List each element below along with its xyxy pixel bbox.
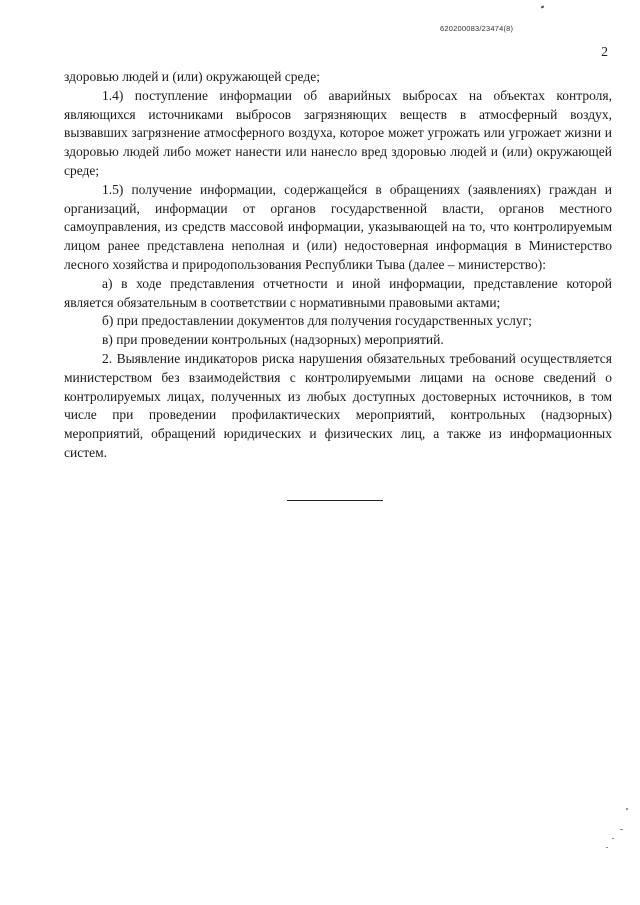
document-body — [64, 68, 612, 463]
scan-speck — [612, 838, 614, 839]
closing-divider-line — [287, 500, 383, 501]
paragraph-item-1-5: 1.5) получение информации, содержащейся в обращениях (заявлениях) граждан и организаций, информации от органов государственной власти, органов местного самоуправления, из средств массовой информации, указывающей на то, что контролируемым лицом ранее представлена неполная и (или) недостоверная информация в Министерство лесного хозяйства и природопользования Республики Тыва (далее – министерство): — [64, 181, 612, 272]
paragraph-item-2: 2. Выявление индикаторов риска нарушения обязательных требований осуществляется министерством без взаимодействия с контролируемыми лицами на основе сведений о контролируемых лицах, полученных из любых доступных достоверных источников, в том числе при проведении профилактических мероприятий, контрольных (надзорных) мероприятий, обращений юридических и физических лиц, а также из информационных систем. — [64, 350, 612, 460]
paragraph-continuation: здоровью людей и (или) окружающей среде; — [64, 69, 320, 84]
page-number: 2 — [601, 44, 608, 59]
scan-speck — [626, 808, 628, 810]
paragraph-subitem-b: б) при предоставлении документов для получения государственных услуг; — [102, 313, 532, 329]
scan-speck — [606, 847, 608, 848]
scan-mark — [541, 6, 545, 9]
document-registration-number: 620200083/23474(8) — [440, 24, 514, 33]
scan-speck — [620, 829, 623, 830]
paragraph-subitem-v: в) при проведении контрольных (надзорных) мероприятий. — [102, 332, 444, 348]
paragraph-subitem-a: а) в ходе представления отчетности и иной информации, представление которой является обязательным в соответствии с нормативными правовыми актами; — [64, 275, 612, 310]
paragraph-item-1-4: 1.4) поступление информации об аварийных выбросах на объектах контроля, являющихся источниками выбросов загрязняющих веществ в атмосферный воздух, вызвавших загрязнение атмосферного воздуха, которое может угрожать или угрожает жизни и здоровью людей либо может нанести или нанесло вред здоровью людей и (или) окружающей среде; — [64, 87, 612, 178]
